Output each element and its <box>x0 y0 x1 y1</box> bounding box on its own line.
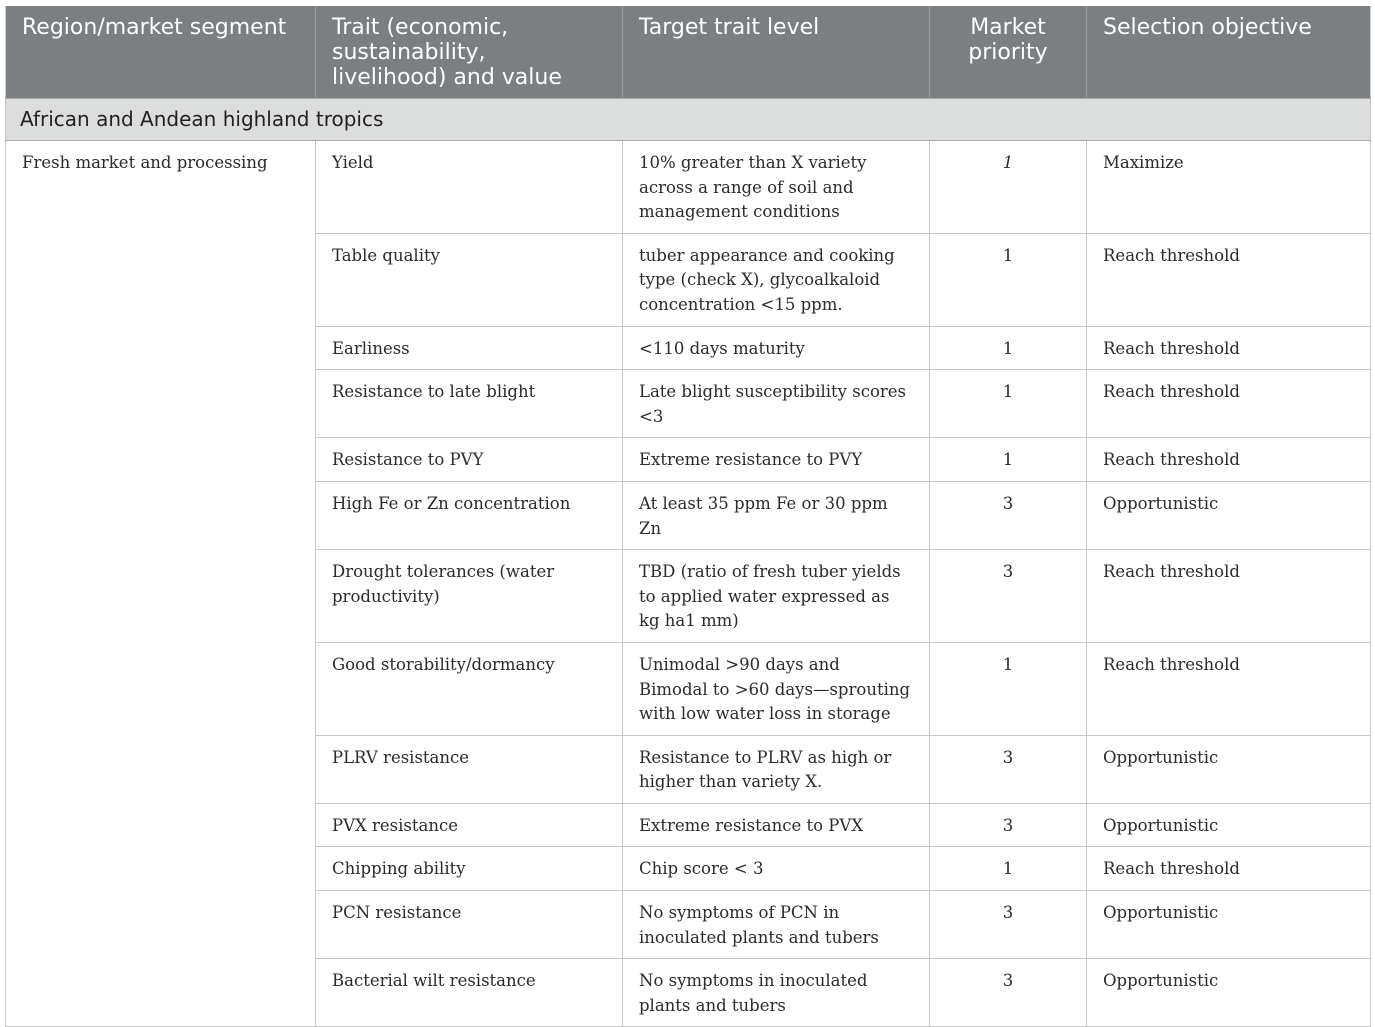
target-level-cell: No symptoms in inoculated plants and tubers <box>623 959 930 1027</box>
target-level-cell: <110 days maturity <box>623 326 930 370</box>
target-level-cell: Late blight susceptibility scores <3 <box>623 370 930 438</box>
priority-cell: 1 <box>930 141 1087 234</box>
priority-cell: 3 <box>930 891 1087 959</box>
objective-cell: Reach threshold <box>1087 550 1371 643</box>
trait-cell: Drought tolerances (water productivity) <box>316 550 623 643</box>
trait-cell: Resistance to late blight <box>316 370 623 438</box>
objective-cell: Reach threshold <box>1087 438 1371 482</box>
objective-cell: Opportunistic <box>1087 803 1371 847</box>
priority-cell: 3 <box>930 803 1087 847</box>
traits-table-container <box>5 6 1370 1027</box>
objective-cell: Reach threshold <box>1087 326 1371 370</box>
header-trait: Trait (economic, sustainability, livelihood) and value <box>316 6 623 99</box>
header-row <box>6 6 1371 99</box>
priority-cell: 1 <box>930 847 1087 891</box>
table-header <box>6 6 1371 99</box>
priority-cell: 1 <box>930 233 1087 326</box>
target-level-cell: Extreme resistance to PVX <box>623 803 930 847</box>
trait-cell: Good storability/dormancy <box>316 642 623 735</box>
target-level-cell: Unimodal >90 days and Bimodal to >60 days—sprouting with low water loss in storage <box>623 642 930 735</box>
priority-cell: 1 <box>930 370 1087 438</box>
priority-cell: 3 <box>930 735 1087 803</box>
header-priority: Market priority <box>930 6 1087 99</box>
priority-cell: 3 <box>930 550 1087 643</box>
trait-cell: Table quality <box>316 233 623 326</box>
priority-cell: 1 <box>930 438 1087 482</box>
target-level-cell: TBD (ratio of fresh tuber yields to applied water expressed as kg ha1 mm) <box>623 550 930 643</box>
section-row <box>6 99 1371 141</box>
segment-cell: Fresh market and processing <box>6 141 316 1027</box>
objective-cell: Opportunistic <box>1087 891 1371 959</box>
trait-cell: Chipping ability <box>316 847 623 891</box>
table-body <box>6 99 1371 1027</box>
target-level-cell: 10% greater than X variety across a range of soil and management conditions <box>623 141 930 234</box>
priority-cell: 1 <box>930 642 1087 735</box>
trait-cell: PCN resistance <box>316 891 623 959</box>
trait-cell: Yield <box>316 141 623 234</box>
objective-cell: Reach threshold <box>1087 642 1371 735</box>
priority-cell: 3 <box>930 481 1087 549</box>
trait-cell: Bacterial wilt resistance <box>316 959 623 1027</box>
target-level-cell: Resistance to PLRV as high or higher than variety X. <box>623 735 930 803</box>
objective-cell: Opportunistic <box>1087 481 1371 549</box>
trait-cell: High Fe or Zn concentration <box>316 481 623 549</box>
objective-cell: Opportunistic <box>1087 735 1371 803</box>
trait-cell: PLRV resistance <box>316 735 623 803</box>
trait-cell: Earliness <box>316 326 623 370</box>
traits-table <box>5 6 1371 1027</box>
target-level-cell: At least 35 ppm Fe or 30 ppm Zn <box>623 481 930 549</box>
objective-cell: Reach threshold <box>1087 233 1371 326</box>
priority-cell: 1 <box>930 326 1087 370</box>
objective-cell: Reach threshold <box>1087 370 1371 438</box>
target-level-cell: tuber appearance and cooking type (check X), glycoalkaloid concentration <15 ppm. <box>623 233 930 326</box>
trait-cell: Resistance to PVY <box>316 438 623 482</box>
trait-cell: PVX resistance <box>316 803 623 847</box>
objective-cell: Maximize <box>1087 141 1371 234</box>
objective-cell: Reach threshold <box>1087 847 1371 891</box>
target-level-cell: No symptoms of PCN in inoculated plants and tubers <box>623 891 930 959</box>
table-row <box>6 141 1371 234</box>
header-region: Region/market segment <box>6 6 316 99</box>
section-label: African and Andean highland tropics <box>6 99 1371 141</box>
priority-cell: 3 <box>930 959 1087 1027</box>
target-level-cell: Chip score < 3 <box>623 847 930 891</box>
objective-cell: Opportunistic <box>1087 959 1371 1027</box>
target-level-cell: Extreme resistance to PVY <box>623 438 930 482</box>
header-objective: Selection objective <box>1087 6 1371 99</box>
header-target: Target trait level <box>623 6 930 99</box>
